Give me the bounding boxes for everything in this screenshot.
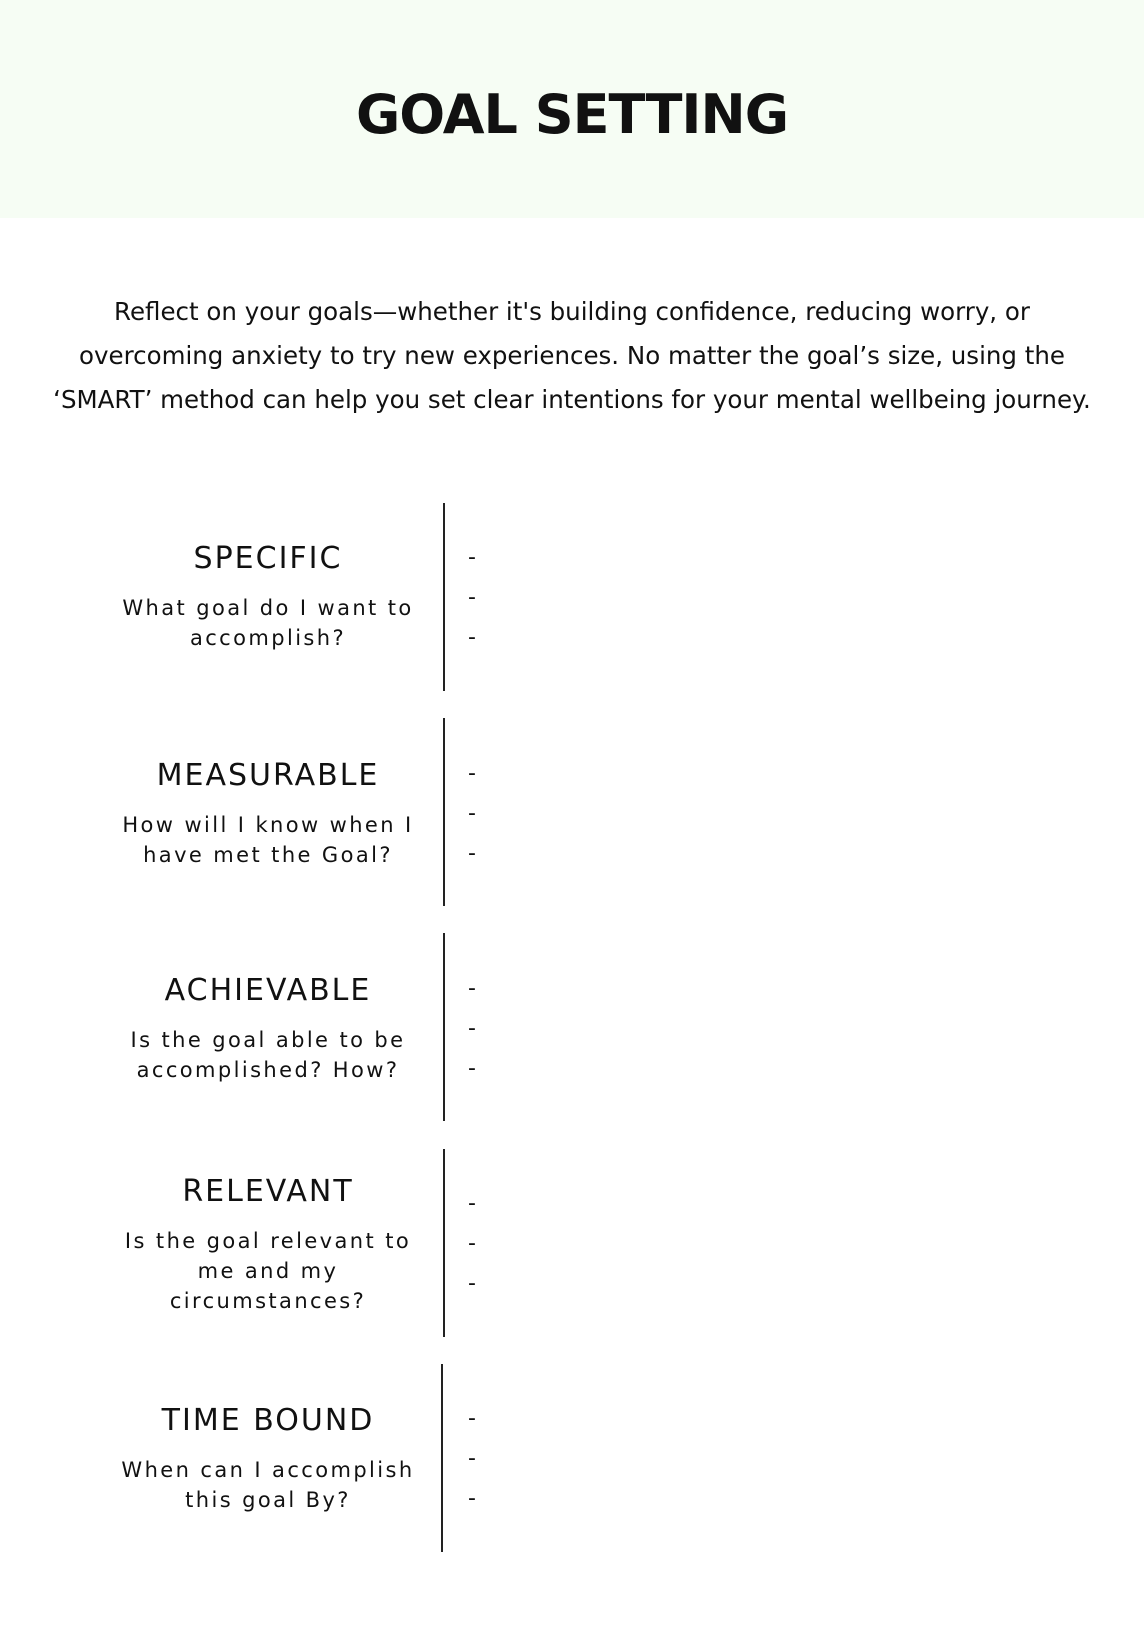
section-time-bound (0, 1364, 1144, 1552)
section-divider (443, 933, 445, 1121)
answer-line[interactable]: - (468, 585, 476, 610)
answer-line[interactable]: - (468, 1191, 476, 1216)
answer-line[interactable]: - (468, 1016, 476, 1041)
intro-paragraph: Reflect on your goals—whether it's building confidence, reducing worry, or overcoming anxiety to try new experiences. No matter the goal’s size, using the ‘SMART’ method can help you set clear intentions for your mental wellbeing journey. (53, 297, 1091, 414)
answer-line[interactable]: - (468, 976, 476, 1001)
section-heading: RELEVANT (182, 1174, 354, 1209)
answer-line[interactable]: - (468, 761, 476, 786)
section-heading: ACHIEVABLE (164, 973, 372, 1008)
section-heading: TIME BOUND (161, 1403, 375, 1438)
answer-line[interactable]: - (468, 545, 476, 570)
section-question: Is the goal able to be accomplished? How? (130, 1028, 406, 1082)
section-divider (441, 1364, 443, 1552)
section-question: How will I know when I have met the Goal? (122, 813, 414, 867)
answer-line[interactable]: - (468, 801, 476, 826)
section-question: What goal do I want to accomplish? (122, 596, 414, 650)
answer-line[interactable]: - (468, 841, 476, 866)
answer-line[interactable]: - (468, 625, 476, 650)
answer-line[interactable]: - (468, 1271, 476, 1296)
answer-line[interactable]: - (468, 1486, 476, 1511)
section-heading: SPECIFIC (193, 541, 343, 576)
section-divider (443, 1149, 445, 1337)
answer-line[interactable]: - (468, 1231, 476, 1256)
section-achievable (0, 933, 1144, 1121)
page-title: GOAL SETTING (355, 83, 789, 146)
answer-line[interactable]: - (468, 1056, 476, 1081)
answer-line[interactable]: - (468, 1406, 476, 1431)
section-measurable (0, 718, 1144, 906)
section-question: When can I accomplish this goal By? (121, 1458, 415, 1512)
section-specific (0, 503, 1144, 691)
section-relevant (0, 1149, 1144, 1337)
section-question: Is the goal relevant to me and my circumstances? (124, 1229, 412, 1313)
section-divider (443, 718, 445, 906)
section-divider (443, 503, 445, 691)
section-heading: MEASURABLE (156, 758, 380, 793)
answer-line[interactable]: - (468, 1446, 476, 1471)
